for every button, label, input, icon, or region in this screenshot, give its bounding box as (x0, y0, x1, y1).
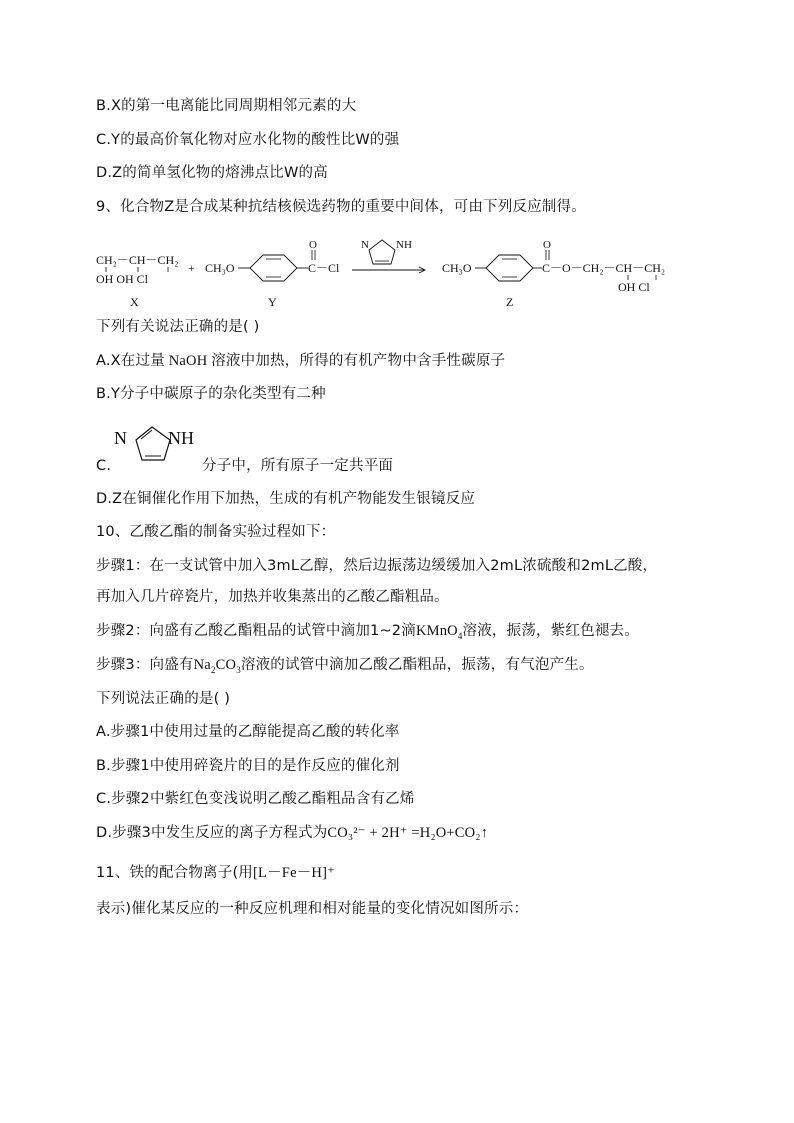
x-label: X (130, 295, 139, 309)
plus-sign: + (188, 261, 195, 275)
q10-stem: 下列说法正确的是( ) (96, 691, 231, 707)
q9-stem: 下列有关说法正确的是( ) (96, 319, 260, 335)
step2-sub: 4 (457, 630, 463, 641)
q8-option-d: D.Z的简单氢化物的熔沸点比W的高 (96, 165, 328, 181)
q11-prefix: 11、铁的配合物离子(用 (96, 865, 254, 881)
q10-stem-intro: 10、乙酸乙酯的制备实验过程如下： (96, 524, 336, 540)
q9-option-c-text: 分子中，所有原子一定共平面 (202, 458, 394, 474)
step2-prefix: 步骤2：向盛有乙酸乙酯粗品的试管中滴加1~2滴 (96, 623, 416, 639)
q9-option-d: D.Z在铜催化作用下加热，生成的有机产物能发生银镜反应 (96, 491, 476, 507)
imidazole-nh: NH (168, 428, 194, 448)
z-ch3o: CH₃O (442, 261, 472, 275)
step3-chem-na: Na (193, 657, 211, 673)
q10-step1-line2: 再加入几片碎瓷片，加热并收集蒸出的乙酸乙酯粗品。 (96, 589, 449, 605)
q9a-reagent: 过量 NaOH 溶液 (135, 353, 241, 369)
q9-stem-intro: 9、化合物Z是合成某种抗结核候选药物的重要中间体，可由下列反应制得。 (96, 199, 586, 215)
q11-stem-line1 (96, 863, 335, 883)
q10-option-c: C.步骤2中紫红色变浅说明乙酸乙酯粗品含有乙烯 (96, 791, 415, 807)
q11-stem-line2: 表示)催化某反应的一种反应机理和相对能量的变化情况如图所示： (96, 901, 529, 917)
step3-suffix: 溶液的试管中滴加乙酸乙酯粗品，振荡，有气泡产生。 (240, 657, 594, 673)
q9-option-c-label: C. (96, 458, 112, 474)
step3-chem-co: CO (215, 657, 237, 673)
catalyst-n: N (361, 239, 369, 251)
q9a-suffix: 中加热，所得的有机产物中含手性碳原子 (240, 353, 506, 369)
q8-option-c: C.Y的最高价氧化物对应水化物的酸性比W的强 (96, 132, 400, 148)
q10-step1-line1: 步骤1：在一支试管中加入3mL乙醇，然后边振荡边缓缓加入2mL浓硫酸和2mL乙酸， (96, 558, 658, 574)
q8-option-b: B.X的第一电离能比同周期相邻元素的大 (96, 98, 357, 114)
z-sub-groups: OH Cl (618, 280, 650, 294)
y-label: Y (268, 295, 277, 309)
q10-option-a: A.步骤1中使用过量的乙醇能提高乙酸的转化率 (96, 724, 400, 740)
q10-option-d (96, 823, 488, 843)
y-ch3o: CH₃O (205, 261, 235, 275)
y-carbonyl-o: O (309, 239, 317, 251)
x-top-formula: CH₂－CH－CH₂ (96, 253, 179, 267)
step3-sub-3: 3 (236, 664, 241, 675)
catalyst-nh: NH (396, 239, 412, 251)
step3-sub-2: 2 (210, 664, 216, 675)
step3-prefix: 步骤3：向盛有 (96, 657, 194, 673)
reaction-scheme (90, 226, 670, 310)
x-sub-groups: OH OH Cl (96, 272, 149, 286)
imidazole-n: N (114, 428, 127, 448)
q10-option-b: B.步骤1中使用碎瓷片的目的是作反应的催化剂 (96, 758, 400, 774)
imidazole-structure (108, 420, 208, 472)
q10d-ionic-equation: CO₃²⁻ + 2H⁺ =H₂O+CO₂↑ (327, 825, 489, 841)
catalyst-imidazole-ring (369, 240, 395, 264)
q10-step3 (96, 655, 594, 675)
step2-suffix: 溶液，振荡，紫红色褪去。 (462, 623, 639, 639)
q11-complex-ion: [L－Fe－H]⁺ (253, 865, 335, 881)
z-carbonyl-o: O (543, 239, 551, 251)
step2-chem: KMnO (415, 623, 458, 639)
q9-option-a (96, 351, 505, 371)
z-label: Z (506, 295, 514, 309)
q9-option-b: B.Y分子中碳原子的杂化类型有二种 (96, 386, 326, 402)
y-acyl-chloride: C－Cl (308, 261, 340, 275)
q10d-prefix: D.步骤3中发生反应的离子方程式为 (96, 825, 328, 841)
q10-step2 (96, 621, 639, 641)
z-ester-chain: C－O－CH₂－CH－CH₂ (542, 261, 666, 275)
q9a-prefix: A.X在 (96, 353, 136, 369)
